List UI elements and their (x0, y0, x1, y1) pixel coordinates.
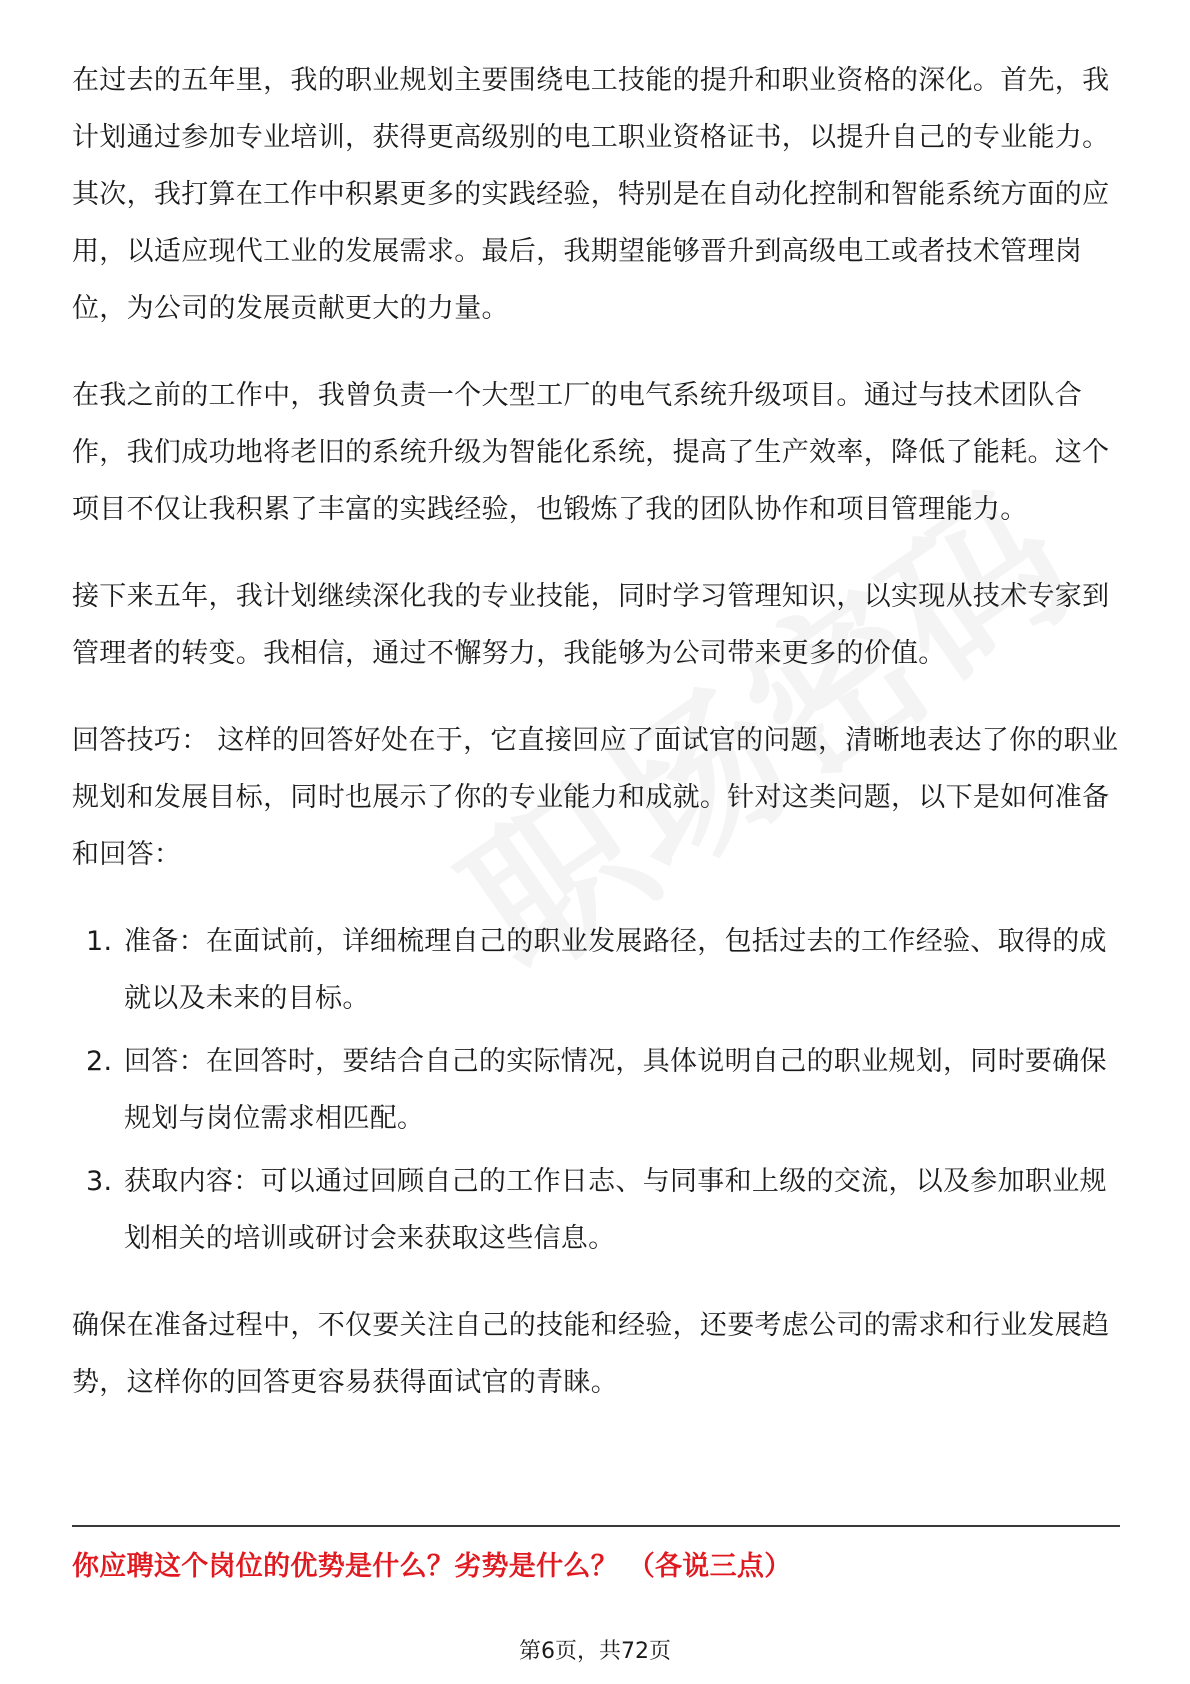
paragraph-career-plan: 在过去的五年里，我的职业规划主要围绕电工技能的提升和职业资格的深化。首先，我计划通过参加专业培训，获得更高级别的电工职业资格证书，以提升自己的专业能力。其次，我打算在工作中积累更多的实践经验，特别是在自动化控制和智能系统方面的应用，以适应现代工业的发展需求。最后，我期望能够晋升到高级电工或者技术管理岗位，为公司的发展贡献更大的力量。 (72, 65, 1110, 324)
paragraph-next-five-years: 接下来五年，我计划继续深化我的专业技能，同时学习管理知识，以实现从技术专家到管理者的转变。我相信，通过不懈努力，我能够为公司带来更多的价值。 (72, 581, 1110, 669)
list-item (72, 1153, 1120, 1267)
list-item-text: 准备：在面试前，详细梳理自己的职业发展路径，包括过去的工作经验、取得的成就以及未来的目标。 (124, 926, 1107, 1014)
paragraph-closing: 确保在准备过程中，不仅要关注自己的技能和经验，还要考虑公司的需求和行业发展趋势，这样你的回答更容易获得面试官的青睐。 (72, 1310, 1110, 1398)
page-number-footer: 第6页，共72页 (519, 1639, 671, 1664)
paragraph-answer-tips: 回答技巧： 这样的回答好处在于，它直接回应了面试官的问题，清晰地表达了你的职业规划和发展目标，同时也展示了你的专业能力和成就。针对这类问题，以下是如何准备和回答： (72, 725, 1119, 870)
tips-list (72, 913, 1120, 1267)
next-question-heading: 你应聘这个岗位的优势是什么？劣势是什么？ （各说三点） (72, 1551, 792, 1582)
list-item-text: 回答：在回答时，要结合自己的实际情况，具体说明自己的职业规划，同时要确保规划与岗位需求相匹配。 (124, 1046, 1107, 1134)
list-item (72, 913, 1120, 1027)
section-divider (72, 1525, 1120, 1527)
paragraph-project-experience: 在我之前的工作中，我曾负责一个大型工厂的电气系统升级项目。通过与技术团队合作，我们成功地将老旧的系统升级为智能化系统，提高了生产效率，降低了能耗。这个项目不仅让我积累了丰富的实践经验，也锻炼了我的团队协作和项目管理能力。 (72, 380, 1110, 525)
list-item-text: 获取内容：可以通过回顾自己的工作日志、与同事和上级的交流，以及参加职业规划相关的培训或研讨会来获取这些信息。 (124, 1166, 1107, 1254)
list-item-number: 1. (86, 926, 113, 957)
list-item (72, 1033, 1120, 1147)
document-body (72, 52, 1120, 1441)
list-item-number: 2. (86, 1046, 113, 1077)
list-item-number: 3. (86, 1166, 113, 1197)
